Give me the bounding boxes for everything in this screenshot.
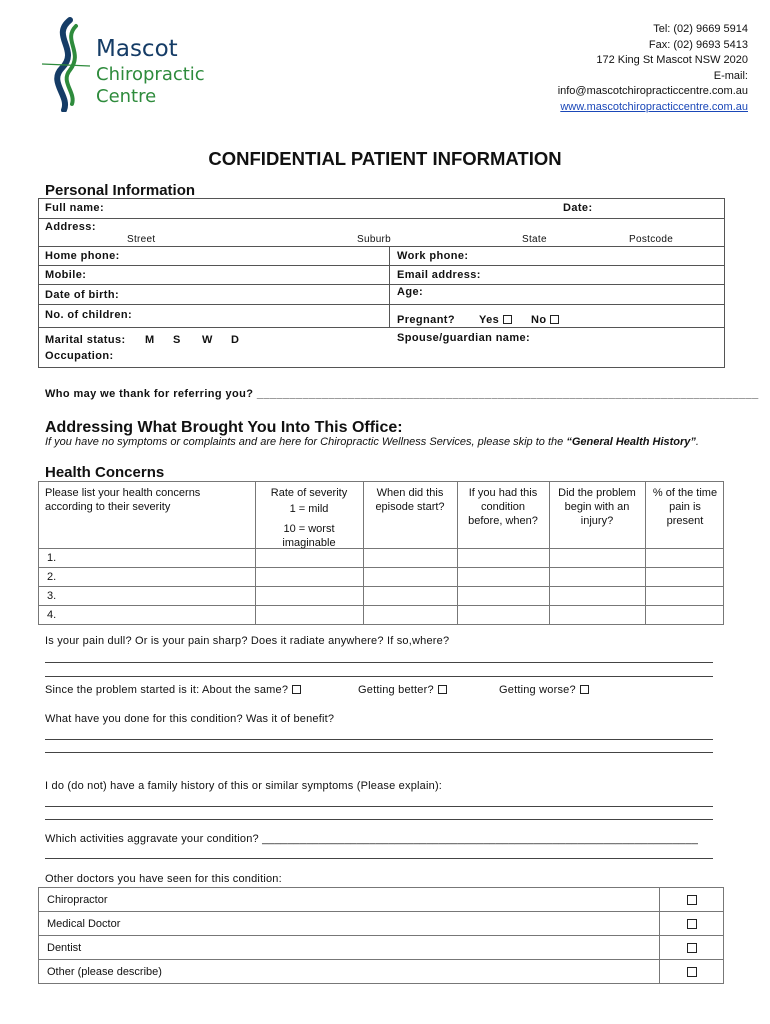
dob-field[interactable]: Date of birth: (45, 289, 120, 301)
concern-row-2[interactable]: 2. (47, 571, 57, 583)
worse-option[interactable] (499, 684, 589, 696)
wellness-note (45, 436, 699, 448)
full-name-field[interactable]: Full name: (45, 202, 105, 214)
worse-label: Getting worse? (499, 684, 576, 696)
col1-line2: according to their severity (45, 501, 171, 513)
col2-line3: 10 = worst (283, 523, 335, 535)
addressing-heading: Addressing What Brought You Into This Office: (45, 419, 403, 436)
col2-line2: 1 = mild (289, 503, 329, 515)
activities-question[interactable]: Which activities aggravate your condition? _____________________________________________________________________ (45, 833, 699, 845)
marital-w-option[interactable]: W (202, 334, 213, 346)
dentist-checkbox-icon[interactable] (687, 943, 697, 953)
doctor-row-other[interactable] (39, 960, 723, 984)
pregnant-no-label: No (531, 314, 547, 326)
col-injury (549, 486, 645, 528)
col2-line4: imaginable (282, 537, 336, 549)
email-label: E-mail: (713, 69, 748, 82)
logo-line-1: Mascot (96, 36, 178, 62)
wellness-note-text: If you have no symptoms or complaints and are here for Chiropractic Wellness Services, please skip to the (45, 436, 567, 448)
family-answer-line-2[interactable] (45, 819, 713, 820)
home-phone-field[interactable]: Home phone: (45, 250, 120, 262)
street-address: 172 King St Mascot NSW 2020 (596, 54, 748, 66)
telephone: Tel: (02) 9669 5914 (653, 23, 748, 35)
spine-swoosh-icon (40, 16, 100, 112)
doctors-question: Other doctors you have seen for this condition: (45, 873, 282, 885)
logo-line-2: Chiropractic (96, 64, 205, 85)
referral-field[interactable]: Who may we thank for referring you? _____________________________________________________________________________ (45, 388, 759, 400)
col6-line3: present (666, 515, 704, 527)
fax: Fax: (02) 9693 5413 (648, 38, 748, 51)
yes-checkbox-icon[interactable] (503, 315, 512, 324)
address-field[interactable]: Address: (45, 221, 96, 233)
concern-row-1[interactable]: 1. (47, 552, 57, 564)
marital-status-label: Marital status: (45, 334, 126, 346)
state-label: State (522, 234, 547, 245)
doctor-row-medical[interactable] (39, 912, 723, 936)
concern-row-3[interactable]: 3. (47, 590, 57, 602)
pregnant-yes-option[interactable] (479, 314, 512, 326)
work-phone-field[interactable]: Work phone: (397, 250, 469, 262)
col-health-concerns (45, 486, 250, 514)
family-history-question: I do (do not) have a family history of this or similar symptoms (Please explain): (45, 780, 443, 792)
pain-answer-line-1[interactable] (45, 662, 713, 663)
marital-m-option[interactable]: M (145, 334, 155, 346)
col4-line3: before, when? (468, 515, 538, 527)
col5-line1: Did the problem (558, 487, 636, 499)
wellness-note-end: . (695, 436, 699, 448)
personal-info-table (38, 198, 725, 368)
doctor-row-chiropractor[interactable] (39, 888, 723, 912)
col2-line1: Rate of severity (270, 487, 348, 499)
street-label: Street (127, 234, 156, 245)
pregnant-yes-label: Yes (479, 314, 500, 326)
col-severity (255, 486, 363, 550)
logo-line-3: Centre (96, 86, 157, 107)
better-checkbox-icon[interactable] (438, 685, 447, 694)
email-address: info@mascotchiropracticcentre.com.au (557, 85, 748, 97)
col-percent-time (645, 486, 725, 528)
worse-checkbox-icon[interactable] (580, 685, 589, 694)
personal-info-heading: Personal Information (45, 182, 196, 199)
doctor-label: Other (please describe) (47, 966, 162, 978)
pain-question: Is your pain dull? Or is your pain sharp? Does it radiate anywhere? If so,where? (45, 635, 450, 647)
better-option[interactable] (358, 684, 447, 696)
col1-line1: Please list your health concerns (45, 487, 201, 499)
suburb-label: Suburb (357, 234, 392, 245)
since-label: Since the problem started is it: About the same? (45, 684, 289, 696)
col3-line1: When did this (376, 487, 444, 499)
done-answer-line-2[interactable] (45, 752, 713, 753)
done-question: What have you done for this condition? Was it of benefit? (45, 713, 335, 725)
doctor-label: Dentist (47, 942, 82, 954)
children-field[interactable]: No. of children: (45, 309, 133, 321)
doctor-label: Medical Doctor (47, 918, 121, 930)
mobile-field[interactable]: Mobile: (45, 269, 87, 281)
pregnant-label: Pregnant? (397, 314, 455, 326)
better-label: Getting better? (358, 684, 434, 696)
no-checkbox-icon[interactable] (550, 315, 559, 324)
doctor-label: Chiropractor (47, 894, 108, 906)
medical-doctor-checkbox-icon[interactable] (687, 919, 697, 929)
pain-answer-line-2[interactable] (45, 676, 713, 677)
website-link[interactable]: www.mascotchiropracticcentre.com.au (560, 100, 748, 113)
postcode-label: Postcode (629, 234, 674, 245)
page-title: CONFIDENTIAL PATIENT INFORMATION (208, 148, 562, 169)
col-previous (457, 486, 549, 528)
age-field[interactable]: Age: (397, 286, 424, 298)
col5-line3: injury? (580, 515, 614, 527)
general-health-link-text: “General Health History” (566, 436, 696, 448)
other-checkbox-icon[interactable] (687, 967, 697, 977)
pregnant-no-option[interactable] (531, 314, 559, 326)
concern-row-4[interactable]: 4. (47, 609, 57, 621)
email-address-field[interactable]: Email address: (397, 269, 481, 281)
spouse-field[interactable]: Spouse/guardian name: (397, 332, 531, 344)
health-concerns-heading: Health Concerns (45, 464, 165, 481)
doctor-row-dentist[interactable] (39, 936, 723, 960)
activities-answer-line[interactable] (45, 858, 713, 859)
doctors-table (38, 887, 724, 984)
chiropractor-checkbox-icon[interactable] (687, 895, 697, 905)
marital-s-option[interactable]: S (173, 334, 181, 346)
col4-line2: condition (480, 501, 526, 513)
date-field[interactable]: Date: (563, 202, 593, 214)
col3-line2: episode start? (375, 501, 445, 513)
health-concerns-table (38, 481, 724, 625)
col6-line1: % of the time (652, 487, 718, 499)
col4-line1: If you had this (468, 487, 538, 499)
family-answer-line-1[interactable] (45, 806, 713, 807)
col-episode-start (363, 486, 457, 514)
contact-block (448, 22, 748, 115)
marital-d-option[interactable]: D (231, 334, 240, 346)
col5-line2: begin with an (564, 501, 630, 513)
clinic-logo (40, 16, 210, 112)
same-checkbox-icon[interactable] (292, 685, 301, 694)
col6-line2: pain is (669, 501, 701, 513)
problem-trend-question (45, 684, 301, 696)
occupation-field[interactable]: Occupation: (45, 350, 114, 362)
done-answer-line-1[interactable] (45, 739, 713, 740)
